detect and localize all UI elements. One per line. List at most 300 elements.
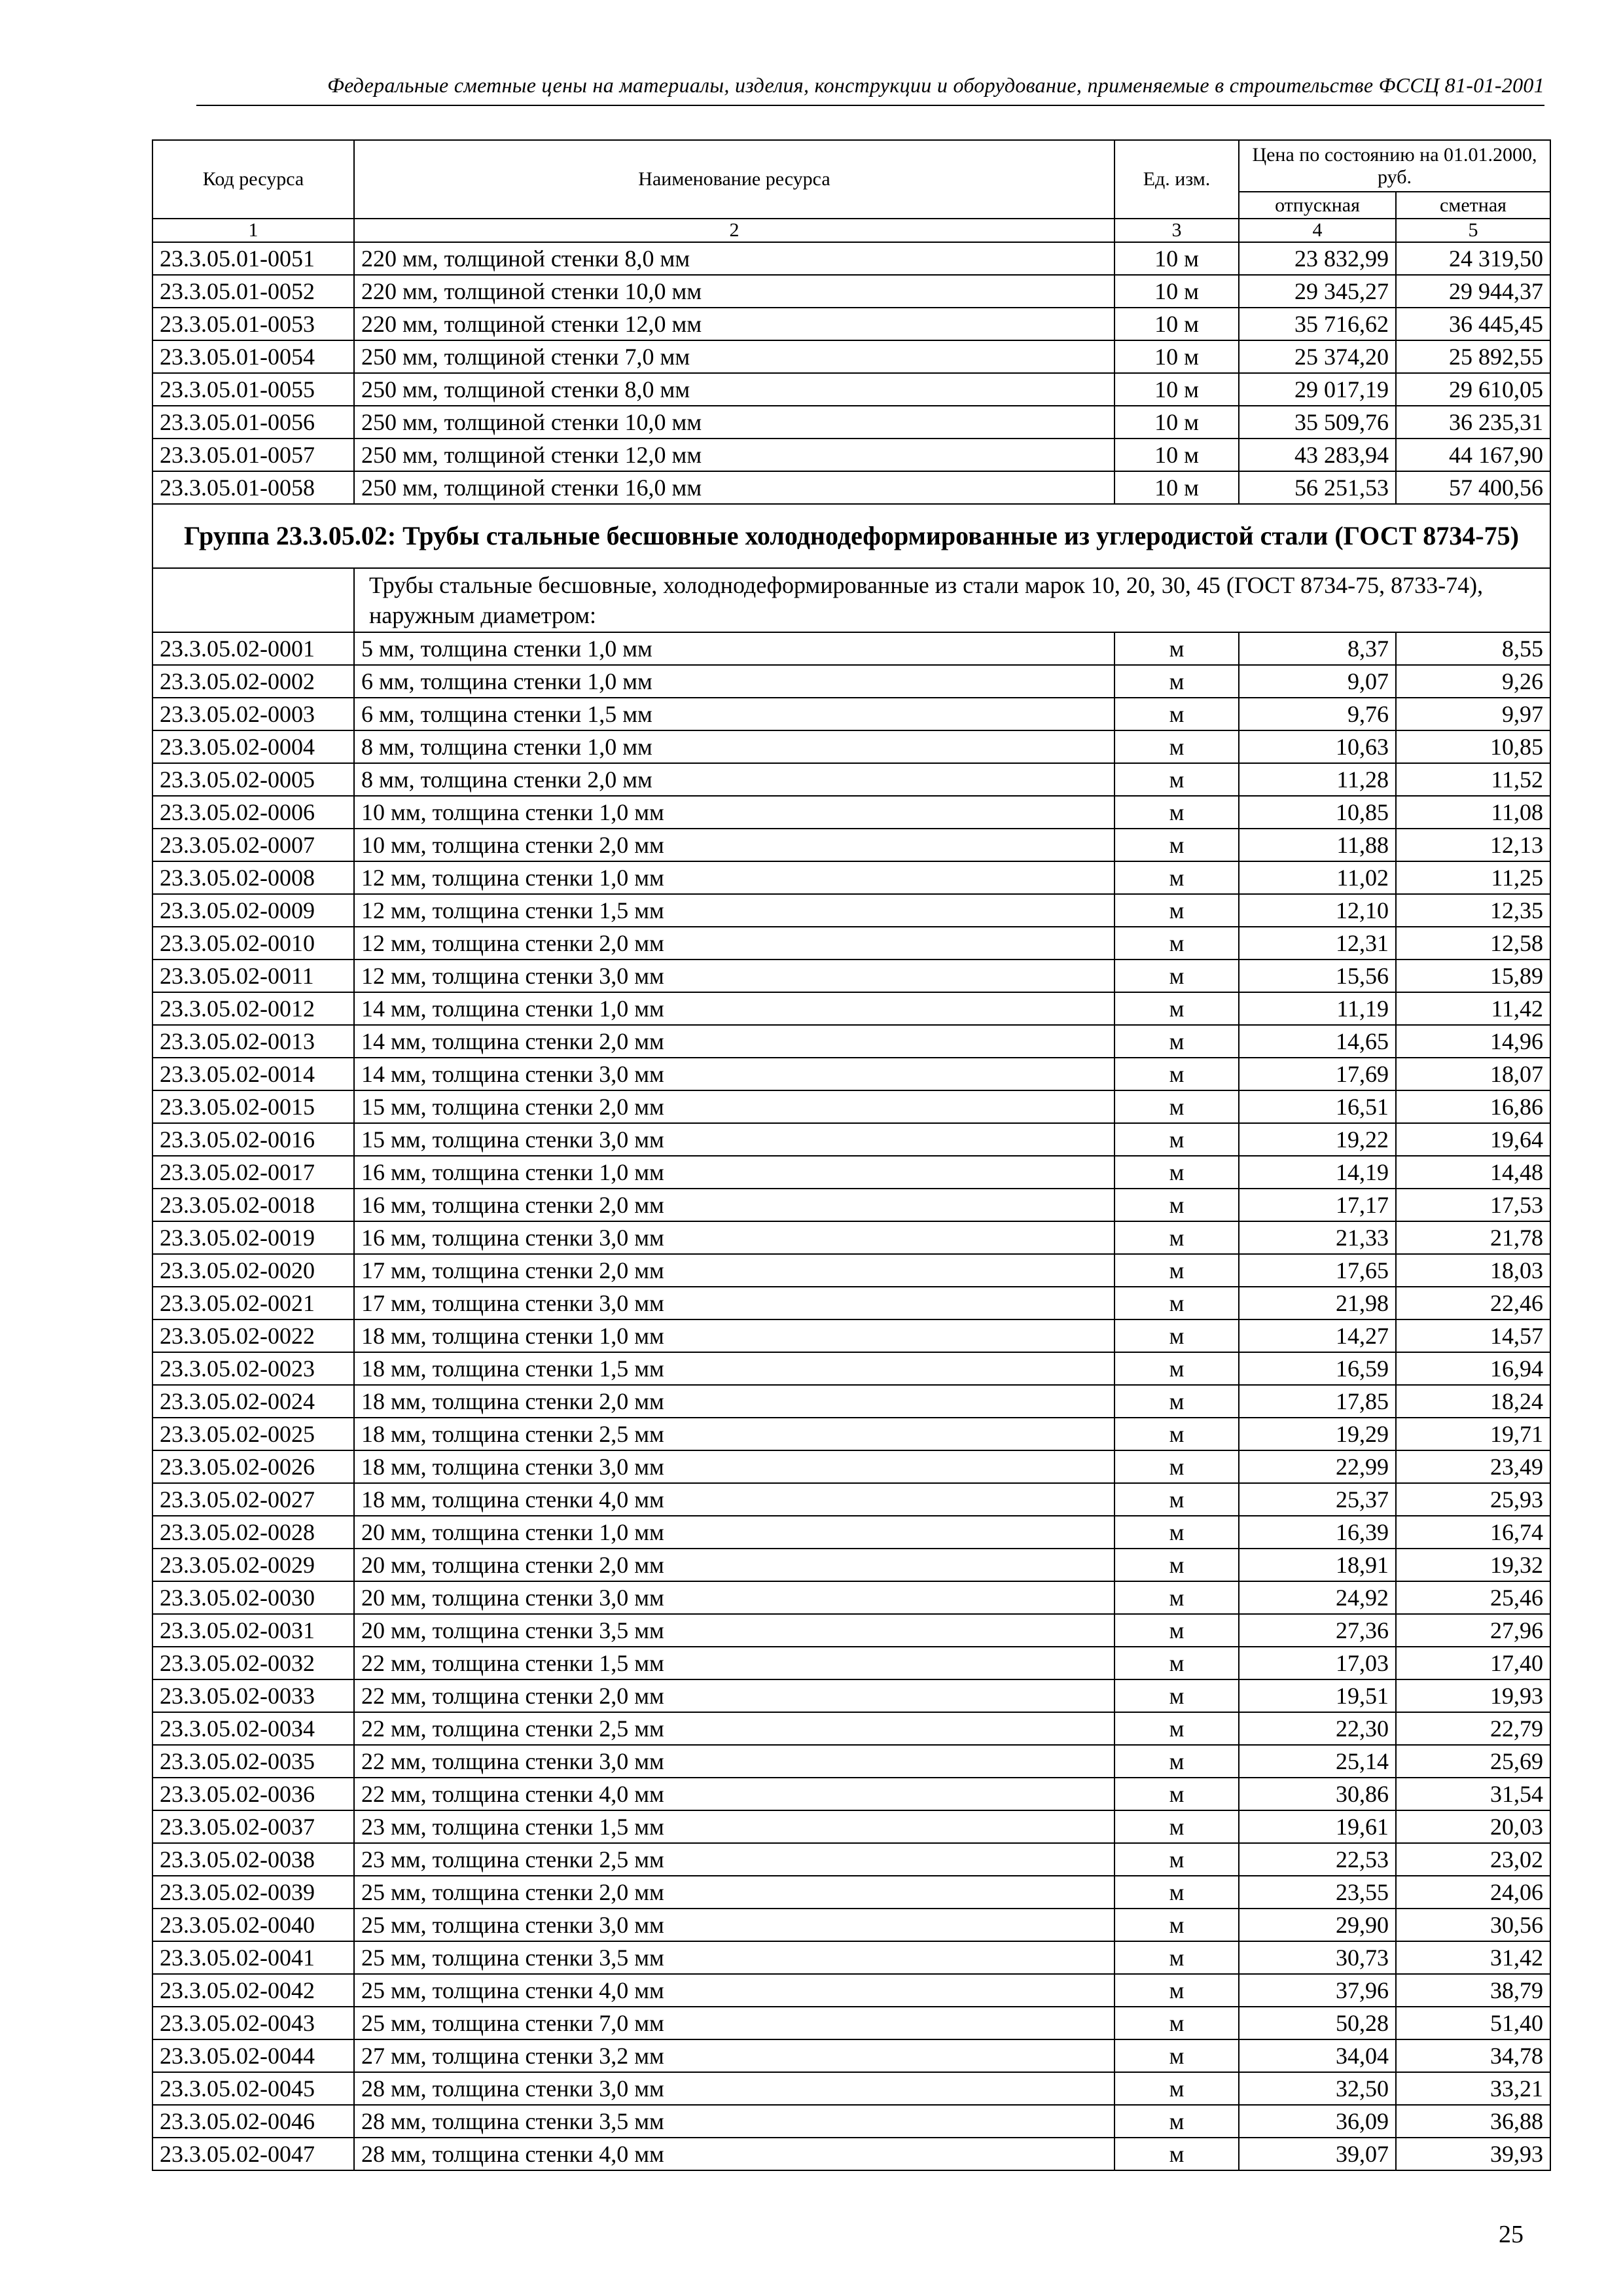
release-price-cell: 22,53 (1239, 1843, 1396, 1876)
table-row (152, 1123, 1550, 1156)
estimate-price-cell: 18,07 (1396, 1058, 1550, 1090)
unit-cell: м (1115, 1483, 1239, 1516)
unit-cell: м (1115, 829, 1239, 861)
release-price-cell: 12,31 (1239, 927, 1396, 960)
estimate-price-cell: 18,24 (1396, 1385, 1550, 1418)
resource-name-cell: 22 мм, толщина стенки 2,5 мм (354, 1712, 1115, 1745)
resource-name-cell: 17 мм, толщина стенки 2,0 мм (354, 1254, 1115, 1287)
table-row (152, 1745, 1550, 1778)
column-number: 4 (1239, 219, 1396, 242)
resource-code-cell: 23.3.05.01-0051 (152, 242, 354, 275)
group-section (152, 504, 1550, 632)
unit-cell: м (1115, 894, 1239, 927)
resource-code-cell: 23.3.05.02-0023 (152, 1352, 354, 1385)
estimate-price-cell: 25,46 (1396, 1581, 1550, 1614)
table-row (152, 1319, 1550, 1352)
estimate-price-cell: 31,54 (1396, 1778, 1550, 1810)
unit-cell: м (1115, 1450, 1239, 1483)
release-price-cell: 11,02 (1239, 861, 1396, 894)
estimate-price-cell: 16,86 (1396, 1090, 1550, 1123)
estimate-price-cell: 17,40 (1396, 1647, 1550, 1679)
unit-cell: м (1115, 1287, 1239, 1319)
header-name: Наименование ресурса (354, 140, 1115, 219)
release-price-cell: 37,96 (1239, 1974, 1396, 2007)
resource-code-cell: 23.3.05.02-0015 (152, 1090, 354, 1123)
release-price-cell: 15,56 (1239, 960, 1396, 992)
release-price-cell: 11,28 (1239, 763, 1396, 796)
resource-code-cell: 23.3.05.02-0040 (152, 1909, 354, 1941)
resource-code-cell: 23.3.05.02-0043 (152, 2007, 354, 2039)
release-price-cell: 14,65 (1239, 1025, 1396, 1058)
resource-name-cell: 250 мм, толщиной стенки 16,0 мм (354, 471, 1115, 504)
resource-code-cell: 23.3.05.02-0032 (152, 1647, 354, 1679)
resource-code-cell: 23.3.05.02-0046 (152, 2105, 354, 2138)
estimate-price-cell: 14,48 (1396, 1156, 1550, 1189)
table-row (152, 308, 1550, 340)
unit-cell: м (1115, 1516, 1239, 1549)
release-price-cell: 25,37 (1239, 1483, 1396, 1516)
table-row (152, 1974, 1550, 2007)
unit-cell: 10 м (1115, 340, 1239, 373)
table-row (152, 1876, 1550, 1909)
resource-name-cell: 18 мм, толщина стенки 3,0 мм (354, 1450, 1115, 1483)
resource-code-cell: 23.3.05.01-0052 (152, 275, 354, 308)
column-number-row (152, 219, 1550, 242)
unit-cell: м (1115, 763, 1239, 796)
table-row (152, 471, 1550, 504)
unit-cell: м (1115, 1941, 1239, 1974)
resource-code-cell: 23.3.05.01-0058 (152, 471, 354, 504)
table-row (152, 1385, 1550, 1418)
unit-cell: м (1115, 1319, 1239, 1352)
estimate-price-cell: 33,21 (1396, 2072, 1550, 2105)
estimate-price-cell: 16,94 (1396, 1352, 1550, 1385)
release-price-cell: 39,07 (1239, 2138, 1396, 2170)
resource-name-cell: 18 мм, толщина стенки 1,0 мм (354, 1319, 1115, 1352)
resource-name-cell: 12 мм, толщина стенки 3,0 мм (354, 960, 1115, 992)
table-row (152, 1254, 1550, 1287)
table-row (152, 1647, 1550, 1679)
unit-cell: м (1115, 1778, 1239, 1810)
resource-code-cell: 23.3.05.02-0027 (152, 1483, 354, 1516)
unit-cell: м (1115, 1843, 1239, 1876)
resource-name-cell: 22 мм, толщина стенки 1,5 мм (354, 1647, 1115, 1679)
estimate-price-cell: 19,71 (1396, 1418, 1550, 1450)
resource-code-cell: 23.3.05.02-0042 (152, 1974, 354, 2007)
estimate-price-cell: 12,13 (1396, 829, 1550, 861)
estimate-price-cell: 17,53 (1396, 1189, 1550, 1221)
release-price-cell: 19,51 (1239, 1679, 1396, 1712)
resource-code-cell: 23.3.05.02-0005 (152, 763, 354, 796)
table-row (152, 1025, 1550, 1058)
table-row (152, 665, 1550, 698)
resource-code-cell: 23.3.05.02-0025 (152, 1418, 354, 1450)
resource-code-cell: 23.3.05.02-0034 (152, 1712, 354, 1745)
table-row (152, 1810, 1550, 1843)
header-code: Код ресурса (152, 140, 354, 219)
resource-name-cell: 16 мм, толщина стенки 2,0 мм (354, 1189, 1115, 1221)
release-price-cell: 43 283,94 (1239, 439, 1396, 471)
table-row (152, 1549, 1550, 1581)
unit-cell: м (1115, 730, 1239, 763)
release-price-cell: 16,51 (1239, 1090, 1396, 1123)
table-row (152, 1287, 1550, 1319)
resource-code-cell: 23.3.05.02-0006 (152, 796, 354, 829)
table-row (152, 1581, 1550, 1614)
table-row (152, 1516, 1550, 1549)
table-row (152, 439, 1550, 471)
header-release-price: отпускная (1239, 192, 1396, 219)
unit-cell: м (1115, 1876, 1239, 1909)
resource-name-cell: 22 мм, толщина стенки 3,0 мм (354, 1745, 1115, 1778)
resource-name-cell: 25 мм, толщина стенки 7,0 мм (354, 2007, 1115, 2039)
resource-name-cell: 15 мм, толщина стенки 2,0 мм (354, 1090, 1115, 1123)
group-title: Группа 23.3.05.02: Трубы стальные бесшовные холоднодеформированные из углеродистой стали (ГОСТ 8734-75) (152, 504, 1550, 568)
unit-cell: м (1115, 1614, 1239, 1647)
release-price-cell: 11,88 (1239, 829, 1396, 861)
unit-cell: м (1115, 2138, 1239, 2170)
resource-code-cell: 23.3.05.02-0041 (152, 1941, 354, 1974)
resource-code-cell: 23.3.05.02-0012 (152, 992, 354, 1025)
release-price-cell: 18,91 (1239, 1549, 1396, 1581)
header-estimate-price: сметная (1396, 192, 1550, 219)
resource-code-cell: 23.3.05.02-0018 (152, 1189, 354, 1221)
column-number: 2 (354, 219, 1115, 242)
resource-code-cell: 23.3.05.02-0026 (152, 1450, 354, 1483)
header-unit: Ед. изм. (1115, 140, 1239, 219)
release-price-cell: 10,63 (1239, 730, 1396, 763)
unit-cell: м (1115, 665, 1239, 698)
release-price-cell: 19,61 (1239, 1810, 1396, 1843)
resource-name-cell: 22 мм, толщина стенки 2,0 мм (354, 1679, 1115, 1712)
release-price-cell: 23,55 (1239, 1876, 1396, 1909)
unit-cell: м (1115, 632, 1239, 665)
resource-name-cell: 12 мм, толщина стенки 1,0 мм (354, 861, 1115, 894)
unit-cell: м (1115, 1810, 1239, 1843)
release-price-cell: 9,76 (1239, 698, 1396, 730)
resource-name-cell: 28 мм, толщина стенки 4,0 мм (354, 2138, 1115, 2170)
release-price-cell: 12,10 (1239, 894, 1396, 927)
header-rule (196, 105, 1544, 106)
estimate-price-cell: 19,64 (1396, 1123, 1550, 1156)
unit-cell: м (1115, 1745, 1239, 1778)
table-row (152, 829, 1550, 861)
release-price-cell: 17,85 (1239, 1385, 1396, 1418)
resource-name-cell: 18 мм, толщина стенки 1,5 мм (354, 1352, 1115, 1385)
resource-name-cell: 23 мм, толщина стенки 2,5 мм (354, 1843, 1115, 1876)
group-description: Трубы стальные бесшовные, холоднодеформированные из стали марок 10, 20, 30, 45 (ГОСТ 8734-75, 8733-74), наружным диаметром: (354, 568, 1550, 632)
release-price-cell: 29 017,19 (1239, 373, 1396, 406)
estimate-price-cell: 34,78 (1396, 2039, 1550, 2072)
estimate-price-cell: 14,57 (1396, 1319, 1550, 1352)
resource-code-cell: 23.3.05.02-0047 (152, 2138, 354, 2170)
table-row (152, 927, 1550, 960)
estimate-price-cell: 24 319,50 (1396, 242, 1550, 275)
resource-code-cell: 23.3.05.01-0054 (152, 340, 354, 373)
resource-name-cell: 25 мм, толщина стенки 3,5 мм (354, 1941, 1115, 1974)
column-number: 5 (1396, 219, 1550, 242)
release-price-cell: 22,99 (1239, 1450, 1396, 1483)
unit-cell: м (1115, 1254, 1239, 1287)
estimate-price-cell: 14,96 (1396, 1025, 1550, 1058)
release-price-cell: 14,19 (1239, 1156, 1396, 1189)
unit-cell: м (1115, 1974, 1239, 2007)
resource-name-cell: 20 мм, толщина стенки 3,5 мм (354, 1614, 1115, 1647)
resource-name-cell: 17 мм, толщина стенки 3,0 мм (354, 1287, 1115, 1319)
table-row (152, 2138, 1550, 2170)
table-row (152, 1090, 1550, 1123)
estimate-price-cell: 51,40 (1396, 2007, 1550, 2039)
table-row (152, 373, 1550, 406)
unit-cell: м (1115, 2105, 1239, 2138)
resource-code-cell: 23.3.05.02-0014 (152, 1058, 354, 1090)
resource-name-cell: 25 мм, толщина стенки 2,0 мм (354, 1876, 1115, 1909)
release-price-cell: 24,92 (1239, 1581, 1396, 1614)
unit-cell: 10 м (1115, 373, 1239, 406)
table-row (152, 1058, 1550, 1090)
resource-code-cell: 23.3.05.02-0037 (152, 1810, 354, 1843)
estimate-price-cell: 29 944,37 (1396, 275, 1550, 308)
estimate-price-cell: 23,02 (1396, 1843, 1550, 1876)
unit-cell: 10 м (1115, 275, 1239, 308)
estimate-price-cell: 44 167,90 (1396, 439, 1550, 471)
unit-cell: м (1115, 2072, 1239, 2105)
resource-code-cell: 23.3.05.02-0007 (152, 829, 354, 861)
resource-name-cell: 23 мм, толщина стенки 1,5 мм (354, 1810, 1115, 1843)
release-price-cell: 30,86 (1239, 1778, 1396, 1810)
resource-name-cell: 25 мм, толщина стенки 4,0 мм (354, 1974, 1115, 2007)
table-body-a (152, 242, 1550, 504)
unit-cell: м (1115, 1156, 1239, 1189)
resource-code-cell: 23.3.05.02-0038 (152, 1843, 354, 1876)
resource-name-cell: 10 мм, толщина стенки 1,0 мм (354, 796, 1115, 829)
release-price-cell: 35 509,76 (1239, 406, 1396, 439)
estimate-price-cell: 9,26 (1396, 665, 1550, 698)
table-row (152, 242, 1550, 275)
release-price-cell: 27,36 (1239, 1614, 1396, 1647)
resource-code-cell: 23.3.05.02-0020 (152, 1254, 354, 1287)
resource-code-cell: 23.3.05.02-0033 (152, 1679, 354, 1712)
table-row (152, 1189, 1550, 1221)
release-price-cell: 19,29 (1239, 1418, 1396, 1450)
resource-code-cell: 23.3.05.02-0008 (152, 861, 354, 894)
table-body-b (152, 632, 1550, 2170)
column-number: 3 (1115, 219, 1239, 242)
estimate-price-cell: 16,74 (1396, 1516, 1550, 1549)
estimate-price-cell: 8,55 (1396, 632, 1550, 665)
resource-name-cell: 8 мм, толщина стенки 1,0 мм (354, 730, 1115, 763)
table-row (152, 1221, 1550, 1254)
running-header: Федеральные сметные цены на материалы, изделия, конструкции и оборудование, применяемые в строительстве ФССЦ 81-01-2001 (327, 73, 1544, 97)
resource-code-cell: 23.3.05.02-0013 (152, 1025, 354, 1058)
resource-code-cell: 23.3.05.02-0021 (152, 1287, 354, 1319)
unit-cell: м (1115, 698, 1239, 730)
table-header (152, 140, 1550, 242)
resource-code-cell: 23.3.05.02-0035 (152, 1745, 354, 1778)
unit-cell: м (1115, 1123, 1239, 1156)
table-row (152, 1614, 1550, 1647)
release-price-cell: 19,22 (1239, 1123, 1396, 1156)
table-row (152, 1483, 1550, 1516)
table-row (152, 2039, 1550, 2072)
release-price-cell: 9,07 (1239, 665, 1396, 698)
unit-cell: м (1115, 992, 1239, 1025)
estimate-price-cell: 31,42 (1396, 1941, 1550, 1974)
resource-name-cell: 250 мм, толщиной стенки 8,0 мм (354, 373, 1115, 406)
release-price-cell: 17,03 (1239, 1647, 1396, 1679)
unit-cell: 10 м (1115, 242, 1239, 275)
estimate-price-cell: 18,03 (1396, 1254, 1550, 1287)
estimate-price-cell: 12,35 (1396, 894, 1550, 927)
release-price-cell: 16,59 (1239, 1352, 1396, 1385)
resource-name-cell: 12 мм, толщина стенки 2,0 мм (354, 927, 1115, 960)
unit-cell: м (1115, 960, 1239, 992)
resource-code-cell: 23.3.05.01-0056 (152, 406, 354, 439)
table-row (152, 960, 1550, 992)
table-row (152, 1156, 1550, 1189)
unit-cell: м (1115, 2039, 1239, 2072)
release-price-cell: 29 345,27 (1239, 275, 1396, 308)
table-row (152, 2105, 1550, 2138)
resource-name-cell: 18 мм, толщина стенки 2,0 мм (354, 1385, 1115, 1418)
price-table (152, 139, 1551, 2171)
release-price-cell: 30,73 (1239, 1941, 1396, 1974)
release-price-cell: 14,27 (1239, 1319, 1396, 1352)
resource-name-cell: 16 мм, толщина стенки 3,0 мм (354, 1221, 1115, 1254)
resource-name-cell: 14 мм, толщина стенки 3,0 мм (354, 1058, 1115, 1090)
resource-code-cell: 23.3.05.02-0001 (152, 632, 354, 665)
resource-name-cell: 20 мм, толщина стенки 3,0 мм (354, 1581, 1115, 1614)
release-price-cell: 25,14 (1239, 1745, 1396, 1778)
estimate-price-cell: 29 610,05 (1396, 373, 1550, 406)
estimate-price-cell: 20,03 (1396, 1810, 1550, 1843)
unit-cell: м (1115, 1058, 1239, 1090)
resource-name-cell: 14 мм, толщина стенки 2,0 мм (354, 1025, 1115, 1058)
table-row (152, 1778, 1550, 1810)
estimate-price-cell: 19,32 (1396, 1549, 1550, 1581)
resource-code-cell: 23.3.05.02-0045 (152, 2072, 354, 2105)
resource-name-cell: 6 мм, толщина стенки 1,0 мм (354, 665, 1115, 698)
resource-code-cell: 23.3.05.01-0055 (152, 373, 354, 406)
estimate-price-cell: 11,08 (1396, 796, 1550, 829)
estimate-price-cell: 57 400,56 (1396, 471, 1550, 504)
resource-code-cell: 23.3.05.02-0024 (152, 1385, 354, 1418)
unit-cell: 10 м (1115, 439, 1239, 471)
resource-name-cell: 250 мм, толщиной стенки 7,0 мм (354, 340, 1115, 373)
estimate-price-cell: 38,79 (1396, 1974, 1550, 2007)
table-row (152, 1352, 1550, 1385)
resource-code-cell: 23.3.05.02-0017 (152, 1156, 354, 1189)
unit-cell: м (1115, 2007, 1239, 2039)
release-price-cell: 32,50 (1239, 2072, 1396, 2105)
resource-code-cell: 23.3.05.02-0029 (152, 1549, 354, 1581)
resource-name-cell: 14 мм, толщина стенки 1,0 мм (354, 992, 1115, 1025)
release-price-cell: 11,19 (1239, 992, 1396, 1025)
resource-code-cell: 23.3.05.01-0057 (152, 439, 354, 471)
table-row (152, 992, 1550, 1025)
release-price-cell: 21,98 (1239, 1287, 1396, 1319)
resource-code-cell: 23.3.05.02-0022 (152, 1319, 354, 1352)
resource-name-cell: 20 мм, толщина стенки 2,0 мм (354, 1549, 1115, 1581)
unit-cell: м (1115, 1352, 1239, 1385)
estimate-price-cell: 19,93 (1396, 1679, 1550, 1712)
resource-name-cell: 220 мм, толщиной стенки 10,0 мм (354, 275, 1115, 308)
unit-cell: м (1115, 1189, 1239, 1221)
unit-cell: м (1115, 1025, 1239, 1058)
table-row (152, 698, 1550, 730)
release-price-cell: 21,33 (1239, 1221, 1396, 1254)
resource-code-cell: 23.3.05.02-0009 (152, 894, 354, 927)
estimate-price-cell: 39,93 (1396, 2138, 1550, 2170)
estimate-price-cell: 30,56 (1396, 1909, 1550, 1941)
release-price-cell: 34,04 (1239, 2039, 1396, 2072)
group-heading-row (152, 504, 1550, 568)
release-price-cell: 16,39 (1239, 1516, 1396, 1549)
release-price-cell: 10,85 (1239, 796, 1396, 829)
resource-code-cell: 23.3.05.02-0003 (152, 698, 354, 730)
resource-name-cell: 220 мм, толщиной стенки 8,0 мм (354, 242, 1115, 275)
resource-name-cell: 220 мм, толщиной стенки 12,0 мм (354, 308, 1115, 340)
resource-code-cell: 23.3.05.02-0010 (152, 927, 354, 960)
release-price-cell: 56 251,53 (1239, 471, 1396, 504)
resource-code-cell: 23.3.05.02-0030 (152, 1581, 354, 1614)
resource-code-cell: 23.3.05.02-0039 (152, 1876, 354, 1909)
resource-name-cell: 5 мм, толщина стенки 1,0 мм (354, 632, 1115, 665)
unit-cell: м (1115, 1712, 1239, 1745)
resource-code-cell: 23.3.05.02-0028 (152, 1516, 354, 1549)
resource-code-cell: 23.3.05.02-0016 (152, 1123, 354, 1156)
unit-cell: м (1115, 1581, 1239, 1614)
table-row (152, 2007, 1550, 2039)
estimate-price-cell: 36 235,31 (1396, 406, 1550, 439)
estimate-price-cell: 36 445,45 (1396, 308, 1550, 340)
unit-cell: м (1115, 1385, 1239, 1418)
release-price-cell: 50,28 (1239, 2007, 1396, 2039)
table-row (152, 861, 1550, 894)
resource-name-cell: 10 мм, толщина стенки 2,0 мм (354, 829, 1115, 861)
release-price-cell: 17,65 (1239, 1254, 1396, 1287)
resource-code-cell: 23.3.05.02-0031 (152, 1614, 354, 1647)
table-row (152, 1712, 1550, 1745)
group-description-row (152, 568, 1550, 632)
resource-code-cell: 23.3.05.02-0036 (152, 1778, 354, 1810)
estimate-price-cell: 12,58 (1396, 927, 1550, 960)
estimate-price-cell: 22,79 (1396, 1712, 1550, 1745)
unit-cell: 10 м (1115, 471, 1239, 504)
estimate-price-cell: 11,42 (1396, 992, 1550, 1025)
table-row (152, 894, 1550, 927)
resource-name-cell: 27 мм, толщина стенки 3,2 мм (354, 2039, 1115, 2072)
resource-name-cell: 12 мм, толщина стенки 1,5 мм (354, 894, 1115, 927)
release-price-cell: 25 374,20 (1239, 340, 1396, 373)
resource-name-cell: 28 мм, толщина стенки 3,0 мм (354, 2072, 1115, 2105)
unit-cell: м (1115, 861, 1239, 894)
table-row (152, 1909, 1550, 1941)
resource-code-cell: 23.3.05.02-0044 (152, 2039, 354, 2072)
table-row (152, 275, 1550, 308)
resource-code-cell: 23.3.05.02-0002 (152, 665, 354, 698)
unit-cell: м (1115, 1221, 1239, 1254)
table-row (152, 1679, 1550, 1712)
estimate-price-cell: 25,69 (1396, 1745, 1550, 1778)
resource-name-cell: 22 мм, толщина стенки 4,0 мм (354, 1778, 1115, 1810)
unit-cell: м (1115, 1679, 1239, 1712)
estimate-price-cell: 10,85 (1396, 730, 1550, 763)
column-number: 1 (152, 219, 354, 242)
unit-cell: м (1115, 796, 1239, 829)
unit-cell: м (1115, 1418, 1239, 1450)
estimate-price-cell: 27,96 (1396, 1614, 1550, 1647)
